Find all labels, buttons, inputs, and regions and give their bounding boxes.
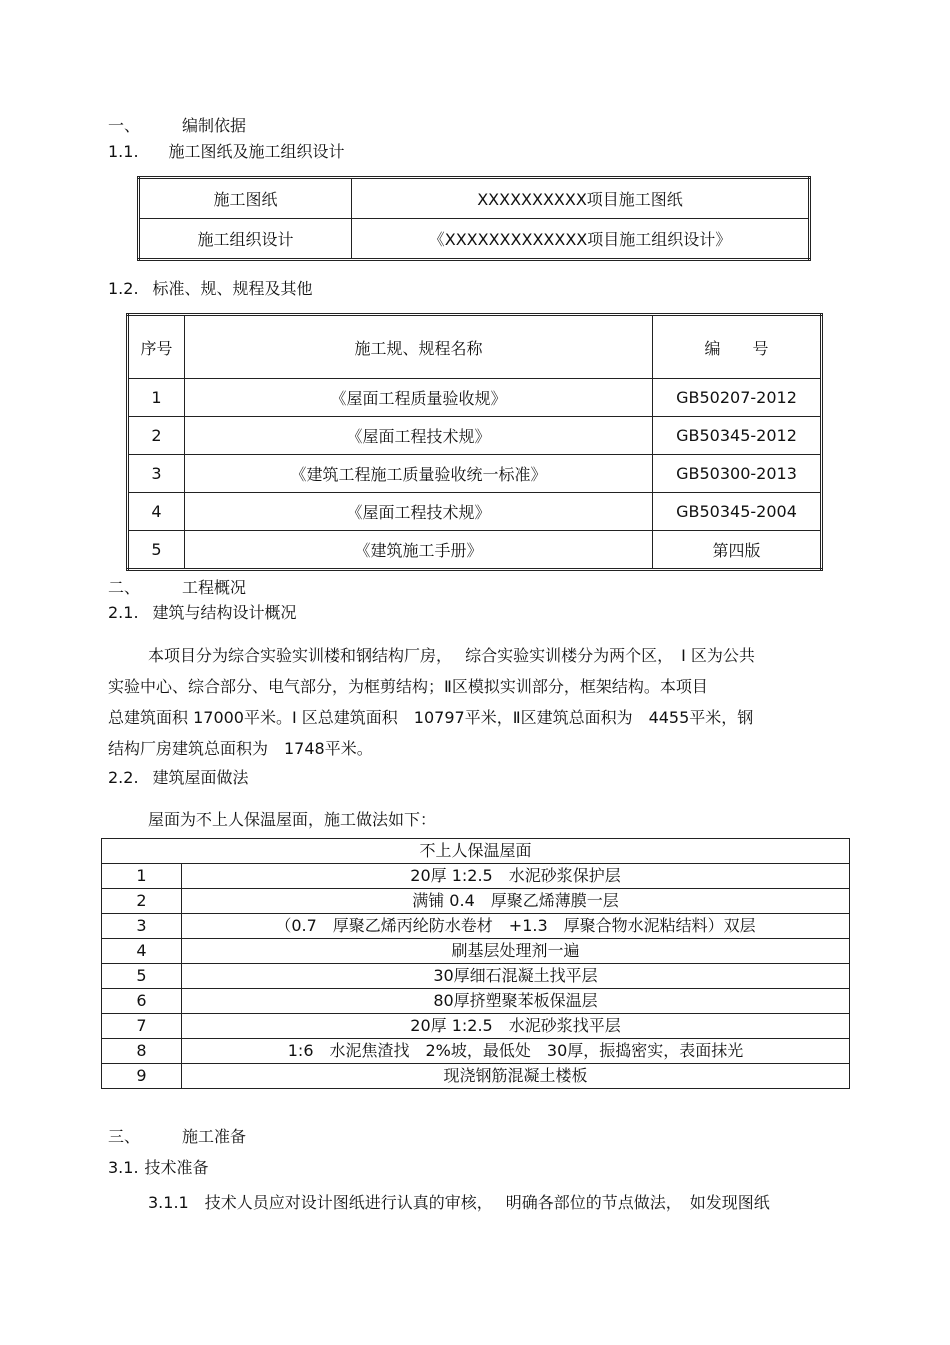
table-row bbox=[102, 939, 850, 964]
cell-no: 9 bbox=[102, 1064, 182, 1089]
column-header-code: 编 号 bbox=[653, 315, 822, 379]
tech-prep-paragraph: 3.1.1 技术人员应对设计图纸进行认真的审核， 明确各部位的节点做法， 如发现图纸 bbox=[148, 1193, 770, 1212]
table-row bbox=[102, 1064, 850, 1089]
cell-no: 1 bbox=[128, 379, 185, 417]
section-number: 2.2. bbox=[108, 768, 139, 787]
section-title: 施工图纸及施工组织设计 bbox=[168, 142, 345, 161]
overview-line-2: 实验中心、综合部分、电气部分，为框剪结构；Ⅱ区模拟实训部分，框架结构。本项目 bbox=[108, 677, 708, 696]
section-number: 3.1. bbox=[108, 1158, 139, 1177]
cell-no: 6 bbox=[102, 989, 182, 1014]
section-2-2-heading bbox=[108, 765, 249, 788]
cell-text: 1:6 水泥焦渣找 2%坡，最低处 30厚，振捣密实，表面抹光 bbox=[182, 1039, 850, 1064]
cell-no: 2 bbox=[102, 889, 182, 914]
table-row bbox=[102, 914, 850, 939]
drawings-table bbox=[137, 176, 811, 261]
cell-no: 8 bbox=[102, 1039, 182, 1064]
section-title: 编制依据 bbox=[182, 116, 247, 135]
cell-text: 满铺 0.4 厚聚乙烯薄膜一层 bbox=[182, 889, 850, 914]
cell-name: 《建筑施工手册》 bbox=[185, 531, 653, 570]
section-2-heading bbox=[108, 575, 246, 598]
table-row bbox=[102, 1039, 850, 1064]
cell-text: （0.7 厚聚乙烯丙纶防水卷材 +1.3 厚聚合物水泥粘结料）双层 bbox=[182, 914, 850, 939]
section-3-1-heading bbox=[108, 1155, 209, 1178]
section-title: 工程概况 bbox=[182, 578, 247, 597]
table-cell-label: 施工组织设计 bbox=[139, 219, 352, 260]
section-number: 一、 bbox=[108, 116, 141, 135]
table-row bbox=[128, 379, 822, 417]
column-header-name: 施工规、规程名称 bbox=[185, 315, 653, 379]
section-number: 2.1. bbox=[108, 603, 139, 622]
cell-name: 《屋面工程质量验收规》 bbox=[185, 379, 653, 417]
table-row bbox=[102, 964, 850, 989]
table-row bbox=[139, 178, 810, 219]
table-row bbox=[102, 864, 850, 889]
section-title: 技术准备 bbox=[144, 1158, 209, 1177]
cell-text: 80厚挤塑聚苯板保温层 bbox=[182, 989, 850, 1014]
cell-no: 7 bbox=[102, 1014, 182, 1039]
cell-text: 20厚 1:2.5 水泥砂浆保护层 bbox=[182, 864, 850, 889]
section-title: 标准、规、规程及其他 bbox=[152, 279, 313, 298]
section-title: 建筑屋面做法 bbox=[152, 768, 249, 787]
cell-name: 《屋面工程技术规》 bbox=[185, 417, 653, 455]
section-1-2-heading bbox=[108, 276, 313, 299]
cell-code: 第四版 bbox=[653, 531, 822, 570]
table-title: 不上人保温屋面 bbox=[102, 839, 850, 864]
cell-no: 5 bbox=[128, 531, 185, 570]
cell-code: GB50207-2012 bbox=[653, 379, 822, 417]
section-number: 1.1. bbox=[108, 142, 139, 161]
cell-no: 3 bbox=[102, 914, 182, 939]
cell-no: 4 bbox=[102, 939, 182, 964]
overview-line-1: 本项目分为综合实验实训楼和钢结构厂房， 综合实验实训楼分为两个区， Ⅰ 区为公共 bbox=[148, 646, 755, 665]
roof-layers-table bbox=[101, 838, 850, 1089]
standards-table bbox=[126, 313, 823, 571]
cell-no: 5 bbox=[102, 964, 182, 989]
table-row bbox=[128, 493, 822, 531]
cell-name: 《屋面工程技术规》 bbox=[185, 493, 653, 531]
cell-no: 4 bbox=[128, 493, 185, 531]
table-cell-label: 施工图纸 bbox=[139, 178, 352, 219]
table-row bbox=[128, 417, 822, 455]
section-3-heading bbox=[108, 1124, 246, 1147]
overview-line-3: 总建筑面积 17000平米。Ⅰ 区总建筑面积 10797平米，Ⅱ区建筑总面积为 4455平米，钢 bbox=[108, 708, 754, 727]
table-cell-value: 《XXXXXXXXXXXXX项目施工组织设计》 bbox=[352, 219, 810, 260]
cell-text: 30厚细石混凝土找平层 bbox=[182, 964, 850, 989]
cell-text: 20厚 1:2.5 水泥砂浆找平层 bbox=[182, 1014, 850, 1039]
table-title-row bbox=[102, 839, 850, 864]
cell-code: GB50345-2004 bbox=[653, 493, 822, 531]
cell-code: GB50345-2012 bbox=[653, 417, 822, 455]
section-number: 1.2. bbox=[108, 279, 139, 298]
table-header-row bbox=[128, 315, 822, 379]
cell-no: 3 bbox=[128, 455, 185, 493]
cell-no: 1 bbox=[102, 864, 182, 889]
cell-name: 《建筑工程施工质量验收统一标准》 bbox=[185, 455, 653, 493]
table-row bbox=[102, 1014, 850, 1039]
table-row bbox=[102, 989, 850, 1014]
cell-no: 2 bbox=[128, 417, 185, 455]
column-header-no: 序号 bbox=[128, 315, 185, 379]
roof-intro: 屋面为不上人保温屋面，施工做法如下： bbox=[148, 810, 437, 829]
overview-line-4: 结构厂房建筑总面积为 1748平米。 bbox=[108, 739, 373, 758]
section-title: 施工准备 bbox=[182, 1127, 247, 1146]
section-number: 三、 bbox=[108, 1127, 141, 1146]
table-row bbox=[102, 889, 850, 914]
table-row bbox=[139, 219, 810, 260]
section-number: 二、 bbox=[108, 578, 141, 597]
table-row bbox=[128, 531, 822, 570]
section-title: 建筑与结构设计概况 bbox=[152, 603, 297, 622]
table-cell-value: XXXXXXXXXX项目施工图纸 bbox=[352, 178, 810, 219]
cell-text: 现浇钢筋混凝土楼板 bbox=[182, 1064, 850, 1089]
cell-code: GB50300-2013 bbox=[653, 455, 822, 493]
section-1-heading bbox=[108, 113, 246, 136]
cell-text: 刷基层处理剂一遍 bbox=[182, 939, 850, 964]
section-1-1-heading bbox=[108, 139, 345, 162]
section-2-1-heading bbox=[108, 600, 297, 623]
table-row bbox=[128, 455, 822, 493]
